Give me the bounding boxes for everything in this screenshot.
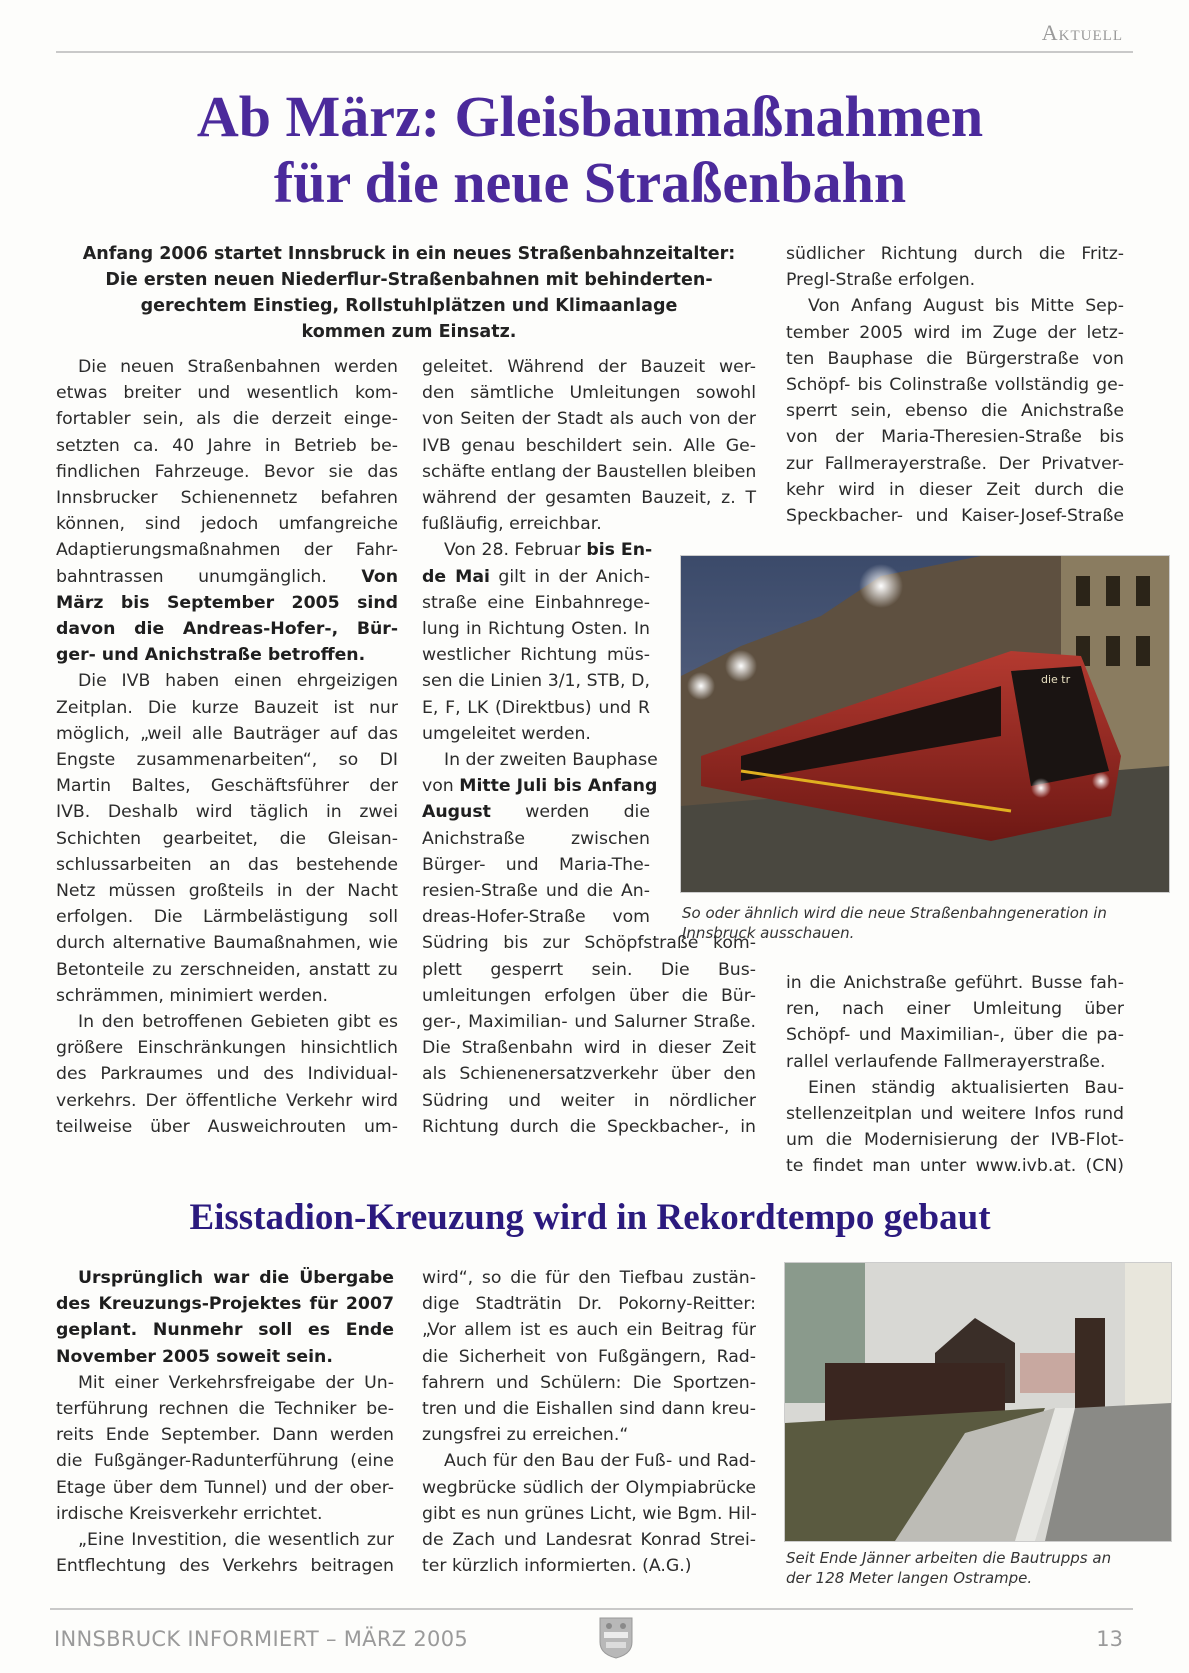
text-line: „Eine Investition, die wesentlich zur — [78, 1530, 394, 1551]
article1-headline-line2: für die neue Straßenbahn — [273, 150, 907, 215]
article2-headline: Eisstadion-Kreuzung wird in Rekordtempo gebaut — [189, 1197, 991, 1238]
caption-line: der 128 Meter langen Ostrampe. — [786, 1569, 1033, 1587]
text-line: irdische Kreisverkehr errichtet. — [56, 1503, 323, 1524]
article1-column-1 — [56, 354, 398, 1140]
bold-span: Von — [361, 566, 399, 587]
text-line: zur Fallmerayerstraße. Der Privatver- — [786, 453, 1124, 474]
text-span: bahntrassen unumgänglich. — [56, 566, 327, 587]
text-line: sperrt sein, ebenso die Anichstraße — [786, 401, 1124, 422]
construction-image — [785, 1263, 1171, 1541]
text-line: Pregl-Straße erfolgen. — [786, 270, 976, 291]
text-line: ten Bauphase die Bürgerstraße von — [786, 348, 1124, 369]
text-line — [56, 564, 398, 590]
construction-photo — [784, 1262, 1172, 1542]
text-line: reits Ende September. Dann werden — [56, 1425, 394, 1446]
text-line: plett gesperrt sein. Die Bus- — [422, 959, 756, 980]
text-line: dige Stadträtin Dr. Pokorny-Reitter: — [422, 1294, 756, 1315]
text-line: tren und die Eishallen sind dann kreu- — [422, 1399, 756, 1420]
text-line: setzten ca. 40 Jahre in Betrieb be- — [56, 435, 398, 456]
text-line — [422, 564, 650, 590]
bold-span: geplant. Nunmehr soll es Ende — [56, 1320, 394, 1341]
text-line: schlussarbeiten an das bestehende — [56, 854, 398, 875]
bold-span: davon die Andreas-Hofer-, Bür- — [56, 619, 398, 640]
text-line: fahrern und Schülern: Die Sportzen- — [422, 1372, 756, 1393]
bold-span: de Mai — [422, 566, 490, 587]
tram-photo — [680, 555, 1170, 893]
publication-footer: INNSBRUCK INFORMIERT – MÄRZ 2005 — [54, 1627, 469, 1651]
article1-column-3-top — [786, 241, 1124, 529]
text-line: Betonteile zu zerschneiden, anstatt zu — [56, 959, 398, 980]
text-line: IVB. Deshalb wird täglich in zwei — [56, 802, 398, 823]
article2-column-1 — [56, 1265, 394, 1579]
text-line — [56, 616, 398, 642]
text-line: Bürger- und Maria-The- — [422, 854, 650, 875]
text-line: lung in Richtung Osten. In — [422, 619, 650, 640]
text-line: Zeitplan. Die kurze Bauzeit ist nur — [56, 697, 398, 718]
text-line: schäfte entlang der Baustellen bleiben — [422, 461, 757, 482]
innsbruck-coat-of-arms-icon — [598, 1616, 634, 1660]
text-line — [56, 642, 398, 668]
text-line: während der gesamten Bauzeit, z. T — [422, 488, 756, 509]
text-line: Auch für den Bau der Fuß- und Rad- — [444, 1451, 756, 1472]
text-line: findlichen Fahrzeuge. Bevor sie das — [56, 461, 398, 482]
text-line: rallel verlaufende Fallmerayerstraße. — [786, 1051, 1106, 1072]
text-line: fußläufig, erreichbar. — [422, 514, 602, 535]
text-line: terführung rechnen die Techniker be- — [56, 1399, 394, 1420]
text-line — [422, 537, 653, 563]
bold-span: März bis September 2005 sind — [56, 592, 398, 613]
bold-span: bis En- — [586, 540, 653, 561]
bold-span: des Kreuzungs-Projektes für 2007 — [56, 1294, 394, 1315]
text-line — [56, 1317, 394, 1343]
text-line: südlicher Richtung durch die Fritz- — [786, 244, 1124, 264]
lede-line: Anfang 2006 startet Innsbruck in ein neues Straßenbahnzeitalter: — [82, 244, 736, 264]
text-line: Die neuen Straßenbahnen werden — [78, 357, 398, 377]
text-line: wird“, so die für den Tiefbau zustän- — [422, 1268, 756, 1288]
text-line: ren, nach einer Umleitung über — [786, 999, 1124, 1020]
article1-headline — [40, 84, 1140, 216]
text-line: Martin Baltes, Geschäftsführer der — [56, 776, 398, 797]
text-line: Südring bis zur Schöpfstraße kom- — [422, 933, 756, 954]
tram-destination-sign: die tr — [1041, 673, 1071, 686]
text-line: Adaptierungsmaßnahmen der Fahr- — [56, 540, 398, 561]
tram-image — [681, 556, 1169, 892]
text-line: die Fußgänger-Radunterführung (eine — [56, 1451, 394, 1472]
tram-photo-caption — [682, 903, 1162, 943]
text-line: Anichstraße zwischen — [422, 828, 650, 849]
text-line: fortabler sein, als die derzeit einge- — [56, 409, 398, 430]
text-line: ger-, Maximilian- und Salurner Straße. — [422, 1012, 756, 1033]
bold-span: Ursprünglich war die Übergabe — [78, 1268, 394, 1288]
text-line: möglich, „weil alle Bauträger auf das — [56, 723, 398, 744]
text-line: zungsfrei zu erreichen.“ — [422, 1425, 629, 1446]
text-line: verkehrs. Der öffentliche Verkehr wird — [56, 1090, 398, 1111]
text-line: Schichten gearbeitet, die Gleisan- — [56, 828, 398, 849]
text-line: IVB genau beschildert sein. Alle Ge- — [422, 435, 756, 456]
text-line: größere Einschränkungen hinsichtlich — [56, 1038, 398, 1059]
article1-headline-line1: Ab März: Gleisbaumaßnahmen — [196, 84, 984, 149]
text-line: den sämtliche Umleitungen sowohl — [422, 383, 756, 404]
text-line: Einen ständig aktualisierten Bau- — [808, 1077, 1124, 1098]
text-line: wegbrücke südlich der Olympiabrücke — [422, 1477, 756, 1498]
text-line: Von Anfang August bis Mitte Sep- — [808, 296, 1124, 317]
text-line: ter kürzlich informierten. (A.G.) — [422, 1556, 692, 1577]
article2-column-2 — [422, 1265, 756, 1579]
text-line: um die Modernisierung der IVB-Flot- — [786, 1130, 1124, 1151]
text-line: sen die Linien 3/1, STB, D, — [422, 671, 650, 692]
text-span: Von 28. Februar — [444, 540, 587, 561]
text-line: straße eine Einbahnrege- — [422, 592, 650, 613]
text-line: Netz müssen großteils in der Nacht — [56, 881, 398, 902]
text-line: Etage über dem Tunnel) und der ober- — [56, 1477, 394, 1498]
text-line: umgeleitet werden. — [422, 723, 591, 744]
text-line: Mit einer Verkehrsfreigabe der Un- — [78, 1372, 394, 1393]
text-line: tember 2005 wird im Zuge der letz- — [786, 322, 1124, 343]
text-line: Richtung durch die Speckbacher-, in — [422, 1116, 756, 1137]
text-span: von — [422, 776, 460, 797]
caption-line: Innsbruck ausschauen. — [682, 924, 855, 942]
text-line: von Seiten der Stadt als auch von der — [422, 409, 756, 430]
text-line: In der zweiten Bauphase — [444, 750, 658, 771]
text-line: Die Straßenbahn wird in dieser Zeit — [422, 1038, 756, 1059]
text-line: erfolgen. Die Lärmbelästigung soll — [56, 907, 398, 928]
text-line: gibt es nun grünes Licht, wie Bgm. Hil- — [422, 1503, 757, 1524]
text-line: in die Anichstraße geführt. Busse fah- — [786, 973, 1124, 993]
text-line: de Zach und Landesrat Konrad Strei- — [422, 1530, 756, 1551]
bold-span: November 2005 soweit sein. — [56, 1346, 333, 1367]
bold-span: August — [422, 802, 491, 823]
text-line: resien-Straße und die An- — [422, 881, 650, 902]
caption-line: So oder ähnlich wird die neue Straßenbahngeneration in — [682, 904, 1107, 922]
article1-lede — [56, 241, 762, 345]
article1-column-3-bottom — [786, 970, 1124, 1180]
text-line: teilweise über Ausweichrouten um- — [56, 1116, 398, 1137]
text-line: etwas breiter und wesentlich kom- — [56, 383, 398, 404]
text-line: Innsbrucker Schienennetz befahren — [56, 488, 398, 509]
top-rule — [56, 51, 1133, 53]
text-line: können, sind jedoch umfangreiche — [56, 514, 398, 535]
bottom-rule — [50, 1608, 1133, 1610]
text-line: umleitungen erfolgen über die Bür- — [422, 985, 756, 1006]
text-line: die Sicherheit von Fußgängern, Rad- — [422, 1346, 756, 1367]
text-line: kehr wird in dieser Zeit durch die — [786, 479, 1124, 500]
text-line: Entflechtung des Verkehrs beitragen — [56, 1556, 394, 1577]
caption-line: Seit Ende Jänner arbeiten die Bautrupps an — [786, 1549, 1112, 1567]
text-line — [422, 799, 650, 825]
text-line: „Vor allem ist es auch ein Beitrag für — [422, 1320, 756, 1341]
bold-span: ger- und Anichstraße betroffen. — [56, 645, 366, 666]
text-line: In den betroffenen Gebieten gibt es — [78, 1012, 398, 1033]
text-line: te findet man unter www.ivb.at. (CN) — [786, 1156, 1124, 1177]
text-line: westlicher Richtung müs- — [422, 645, 650, 666]
text-line: des Parkraumes und des Individual- — [56, 1064, 398, 1085]
text-line: dreas-Hofer-Straße vom — [422, 907, 650, 928]
text-span: werden die — [490, 802, 650, 823]
text-line: Schöpf- bis Colinstraße vollständig ge- — [786, 375, 1124, 396]
text-line: von der Maria-Theresien-Straße bis — [786, 427, 1124, 448]
text-line: Die IVB haben einen ehrgeizigen — [78, 671, 398, 692]
text-line: E, F, LK (Direktbus) und R — [422, 697, 650, 718]
text-line — [422, 773, 658, 799]
construction-photo-caption — [786, 1548, 1176, 1588]
section-label: Aktuell — [1041, 20, 1123, 45]
text-line: Engste zusammenarbeiten“, so DI — [56, 750, 398, 771]
lede-line: gerechtem Einstieg, Rollstuhlplätzen und Klimaanlage — [140, 296, 678, 316]
text-line — [56, 1265, 394, 1291]
text-line: stellenzeitplan und weitere Infos rund — [786, 1104, 1124, 1125]
text-line — [56, 1344, 394, 1370]
page-number: 13 — [1096, 1627, 1123, 1651]
bold-span: Mitte Juli bis Anfang — [459, 776, 658, 797]
text-line: Südring und weiter in nördlicher — [422, 1090, 756, 1111]
text-line — [56, 590, 398, 616]
text-line: Speckbacher- und Kaiser-Josef-Straße — [786, 506, 1124, 527]
text-span: gilt in der Anich- — [489, 566, 651, 587]
text-line: als Schienenersatzverkehr über den — [422, 1064, 756, 1085]
text-line — [56, 1291, 394, 1317]
text-line: durch alternative Baumaßnahmen, wie — [56, 933, 398, 954]
lede-line: kommen zum Einsatz. — [301, 322, 517, 342]
text-line: geleitet. Während der Bauzeit wer- — [422, 357, 756, 377]
lede-line: Die ersten neuen Niederflur-Straßenbahnen mit behinderten- — [105, 270, 713, 290]
text-line: Schöpf- und Maximilian-, über die pa- — [786, 1025, 1124, 1046]
text-line: schrämmen, minimiert werden. — [56, 985, 329, 1006]
